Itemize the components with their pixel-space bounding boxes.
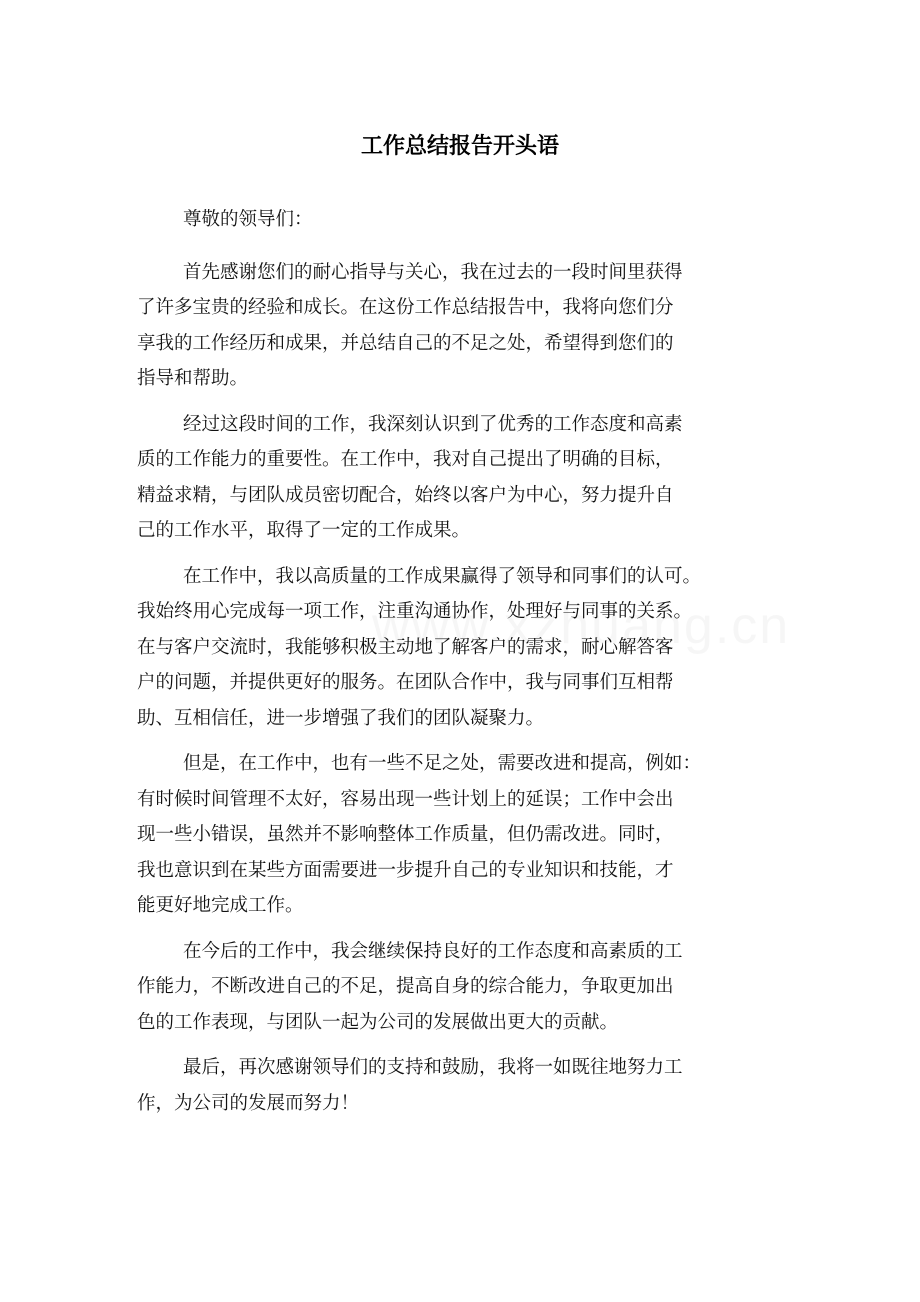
paragraph-6 [137,1050,805,1121]
paragraph-line: 经过这段时间的工作，我深刻认识到了优秀的工作态度和高素 [183,413,683,435]
paragraph-4 [137,746,805,924]
salutation: 尊敬的领导们： [183,209,313,230]
document-title: 工作总结报告开头语 [360,134,559,159]
paragraph-line: 指导和帮助。 [137,368,249,389]
paragraph-line: 作能力，不断改进自己的不足，提高自身的综合能力，争取更加出 [137,976,674,997]
paragraph-line: 精益求精，与团队成员密切配合，始终以客户为中心，努力提升自 [137,484,674,506]
paragraph-line: 我也意识到在某些方面需要进一步提升自己的专业知识和技能，才 [137,859,674,881]
paragraph-line: 享我的工作经历和成果，并总结自己的不足之处，希望得到您们的 [137,332,674,354]
paragraph-line: 最后，再次感谢领导们的支持和鼓励，我将一如既往地努力工 [183,1057,683,1078]
paragraph-line: 在与客户交流时，我能够积极主动地了解客户的需求，耐心解答客 [137,636,674,658]
paragraph-5 [137,934,805,1041]
paragraph-line: 我始终用心完成每一项工作，注重沟通协作，处理好与同事的关系。 [137,601,693,622]
paragraph-line: 在今后的工作中，我会继续保持良好的工作态度和高素质的工 [183,940,683,962]
paragraph-line: 有时候时间管理不太好，容易出现一些计划上的延误；工作中会出 [137,788,674,810]
paragraph-line: 户的问题，并提供更好的服务。在团队合作中，我与同事们互相帮 [137,672,674,693]
paragraph-line: 现一些小错误，虽然并不影响整体工作质量，但仍需改进。同时， [137,824,674,845]
paragraph-line: 助、互相信任，进一步增强了我们的团队凝聚力。 [137,707,545,729]
paragraph-line: 但是，在工作中，也有一些不足之处，需要改进和提高，例如： [183,753,702,774]
document-body [137,202,805,1121]
paragraph-line: 质的工作能力的重要性。在工作中，我对自己提出了明确的目标， [137,449,674,470]
paragraph-3 [137,559,805,737]
paragraph-1 [137,255,805,397]
paragraph-line: 作，为公司的发展而努力！ [137,1092,360,1114]
paragraph-line: 首先感谢您们的耐心指导与关心，我在过去的一段时间里获得 [183,261,683,283]
paragraph-line: 在工作中，我以高质量的工作成果赢得了领导和同事们的认可。 [183,565,702,587]
paragraph-line: 能更好地完成工作。 [137,895,304,916]
paragraph-2 [137,407,805,549]
paragraph-line: 己的工作水平，取得了一定的工作成果。 [137,520,471,541]
paragraph-line: 了许多宝贵的经验和成长。在这份工作总结报告中，我将向您们分 [137,297,674,318]
paragraph-line: 色的工作表现，与团队一起为公司的发展做出更大的贡献。 [137,1011,619,1033]
